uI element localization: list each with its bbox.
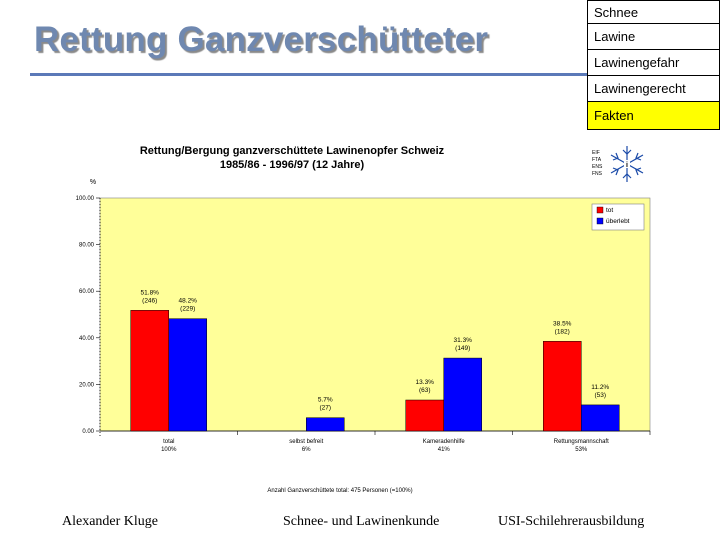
rescue-chart [60,140,660,500]
bar--berlebt [444,358,482,431]
x-category-sublabel: 6% [301,447,311,453]
x-category-sublabel: 53% [575,447,588,453]
y-axis-label: % [89,179,97,186]
nav-item-schnee[interactable] [587,0,720,24]
data-count-label: (246) [142,297,158,305]
y-tick-label: 100.00 [75,196,94,202]
nav-item-label: Lawinengefahr [594,55,680,70]
y-tick-label: 0.00 [82,429,94,435]
nav-item-lawinengefahr[interactable] [587,50,720,76]
data-label: 13.3% [415,379,434,387]
y-tick-label: 40.00 [78,335,94,342]
legend-swatch [597,207,603,213]
slide-title: Rettung Ganzverschütteter [34,20,489,59]
legend-label: überlebt [606,218,630,225]
chart-title: Rettung/Bergung ganzverschüttete Lawinenopfer Schweiz [139,145,445,157]
data-label: 5.7% [317,396,333,404]
bar--berlebt [581,405,619,431]
chart-canvas [60,140,660,500]
x-category-sublabel: 100% [161,447,177,453]
bar-tot [543,341,581,431]
data-label: 31.3% [453,337,472,345]
footer-topic: Schnee- und Lawinenkunde [283,514,440,529]
nav-item-label: Fakten [594,108,634,123]
svg-text:i: i [626,162,628,169]
bar-tot [406,400,444,431]
logo-text: ENS [592,164,603,170]
bar--berlebt [169,319,207,431]
logo-text: EIF [592,150,600,156]
data-count-label: (149) [455,345,471,353]
x-category-label: total [163,439,175,445]
y-tick-label: 60.00 [78,289,94,296]
nav-item-label: Lawinengerecht [594,81,686,96]
x-category-label: selbst befreit [289,439,324,445]
data-count-label: (27) [319,404,332,412]
y-tick-label: 20.00 [78,382,94,389]
data-label: 51.8% [140,289,159,297]
nav-item-lawinengerecht[interactable] [587,76,720,102]
logo-text: FTA [592,157,602,163]
data-count-label: (182) [554,328,570,336]
data-label: 38.5% [553,320,572,328]
logo-text: FNS [592,171,602,177]
footer-author: Alexander Kluge [62,514,159,529]
chart-footnote: Anzahl Ganzverschüttete total: 475 Personen (=100%) [267,488,413,494]
nav-item-label: Lawine [594,29,636,44]
x-category-sublabel: 41% [437,447,450,453]
data-count-label: (53) [594,391,607,399]
bar-tot [131,310,169,431]
bar--berlebt [306,418,344,431]
title-divider [30,73,590,76]
chart-subtitle: 1985/86 - 1996/97 (12 Jahre) [219,159,365,171]
legend-swatch [597,218,603,224]
footer-program: USI-Schilehrerausbildung [498,514,645,529]
legend-label: tot [606,207,614,214]
data-count-label: (229) [180,305,196,313]
nav-item-lawine[interactable] [587,24,720,50]
data-label: 11.2% [591,383,610,391]
y-tick-label: 80.00 [78,242,94,249]
x-category-label: Kameradenhilfe [422,439,465,445]
data-label: 48.2% [178,297,197,305]
x-category-label: Rettungsmannschaft [553,439,609,445]
nav-item-fakten[interactable] [587,102,720,130]
nav-item-label: Schnee [594,4,639,20]
topic-nav [587,0,720,130]
data-count-label: (63) [418,387,431,395]
